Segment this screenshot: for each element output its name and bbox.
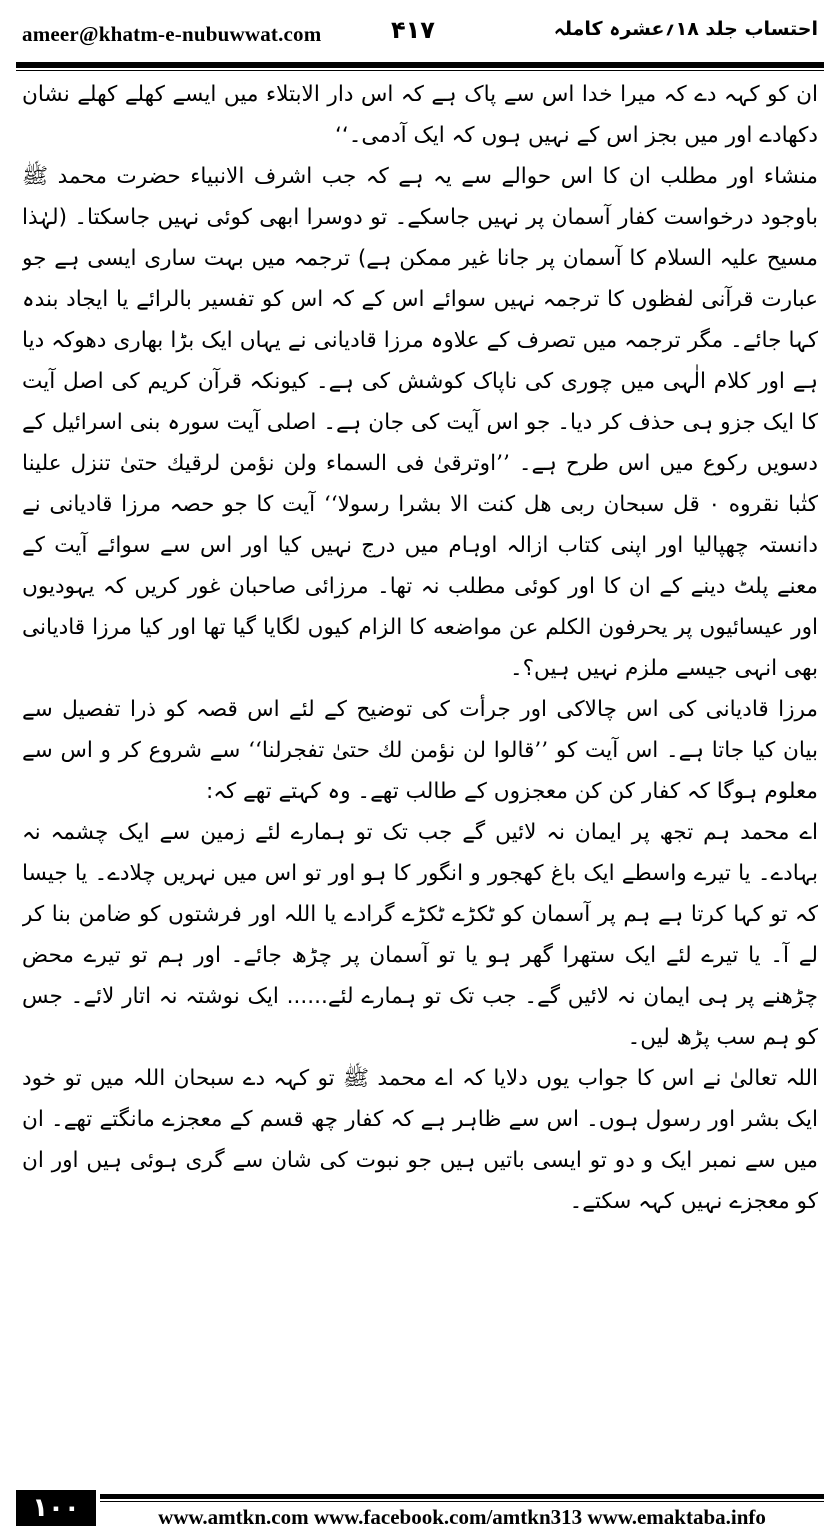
quran-verse-1: ’’اوترقیٰ فی السماء ولن نؤمن لرقیك حتیٰ تنزل علینا کتٰبا نقروه ۰ قل سبحان ربی هل کنت الا بشرا رسولا‘‘ [22, 451, 818, 517]
paragraph-2 [22, 156, 818, 689]
header-rule-thin [16, 70, 824, 71]
footer-links: www.amtkn.com www.facebook.com/amtkn313 www.emaktaba.info [158, 1505, 766, 1529]
header-book-title: احتساب جلد ۱۸؍عشرہ کاملہ [553, 18, 818, 40]
paragraph-2-text: منشاء اور مطلب ان کا اس حوالے سے یہ ہے کہ جب اشرف الانبیاء حضرت محمد ﷺ باوجود درخواست کفار آسمان پر نہیں جاسکے۔ تو دوسرا ابھی کوئی نہیں جاسکتا۔ (لہٰذا مسیح علیہ السلام کا آسمان پر جانا غیر ممکن ہے) ترجمہ میں بہت ساری ایسی ہے جو عبارت قرآنی لفظوں کا ترجمہ نہیں سوائے اس کے کہ اس کو تفسیر بالرائے یا ایجاد بندہ کہا جائے۔ مگر ترجمہ میں تصرف کے علاوہ مرزا قادیانی نے یہاں ایک بڑا بھاری دھوکہ دیا ہے اور کلام الٰہی میں چوری کی ناپاک کوشش کی ہے۔ کیونکہ قرآن کریم کی اصل آیت کا ایک جزو ہی حذف کر دیا۔ جو اس آیت کی جان ہے۔ اصلی آیت سورہ بنی اسرائیل کے دسویں رکوع میں اس طرح ہے۔ [22, 164, 818, 476]
paragraph-1: ان کو کہہ دے کہ میرا خدا اس سے پاک ہے کہ اس دار الابتلاء میں ایسے کھلے کھلے نشان دکھادے اور میں بجز اس کے نہیں ہوں کہ ایک آدمی۔‘‘ [22, 82, 818, 148]
header-email: ameer@khatm-e-nubuwwat.com [22, 22, 322, 46]
paragraph-2-text-b: آیت کا جو حصہ مرزا قادیانی نے دانستہ چھپالیا اور اپنی کتاب ازالہ اوہام میں درج نہیں کیا اور اس سے سوائے آیت کے معنے پلٹ دینے کے ان کا اور کوئی مطلب نہ تھا۔ مرزائی صاحبان غور کریں کہ یہودیوں اور عیسائیوں پر [22, 492, 818, 640]
paragraph-5: اللہ تعالیٰ نے اس کا جواب یوں دلایا کہ اے محمد ﷺ تو کہہ دے سبحان اللہ میں تو خود ایک بشر اور رسول ہوں۔ اس سے ظاہر ہے کہ کفار چھ قسم کے معجزے مانگتے تھے۔ ان میں سے نمبر ایک و دو تو ایسی باتیں ہیں جو نبوت کی شان سے گری ہوئی ہیں اور ان کو معجزے نہیں کہہ سکتے۔ [22, 1066, 818, 1214]
paragraph-3-text-a: مرزا قادیانی کی اس چالاکی اور جرأت کی توضیح کے لئے اس قصہ کو ذرا تفصیل سے بیان کیا جاتا ہے۔ اس آیت کو [22, 697, 818, 763]
footer-page-number: ۱۰۰ [16, 1490, 96, 1526]
header-rule-thick [16, 62, 824, 68]
quran-verse-2: ’’قالوا لن نؤمن لك حتیٰ تفجرلنا‘‘ [248, 738, 549, 763]
paragraph-3-text-b: سے شروع کر و اس سے معلوم ہوگا کہ کفار کن کن معجزوں کے طالب تھے۔ وہ کہتے تھے کہ: [22, 738, 818, 804]
page-body [22, 74, 818, 1464]
header-page-number: ۴۱۷ [391, 16, 435, 44]
paragraph-3 [22, 689, 818, 812]
quran-phrase: یحرفون الکلم عن مواضعه [433, 615, 668, 640]
footer-rule-thin [100, 1501, 824, 1502]
paragraph-4: اے محمد ہم تجھ پر ایمان نہ لائیں گے جب تک تو ہمارے لئے زمین سے ایک چشمہ نہ بہادے۔ یا تیرے واسطے ایک باغ کھجور و انگور کا ہو اور تو اس میں نہریں چلادے۔ یا جیسا کہ تو کہا کرتا ہے ہم پر آسمان کو ٹکڑے ٹکڑے گرادے یا اللہ اور فرشتوں کو ضامن بنا کر لے آ۔ یا تیرے لئے ایک ستھرا گھر ہو یا تو آسمان پر چڑھ جائے۔ اور ہم تو تیرے محض چڑھنے پر ہی ایمان نہ لائیں گے۔ جب تک تو ہمارے لئے...... ایک نوشتہ نہ اتار لائے۔ جس کو ہم سب پڑھ لیں۔ [22, 820, 818, 1050]
paragraph-2-text-c: کا الزام کیوں لگایا گیا تھا اور کیا مرزا قادیانی بھی انہی جیسے ملزم نہیں ہیں؟۔ [22, 615, 818, 681]
footer-rule-thick [100, 1494, 824, 1499]
page-header [16, 14, 824, 58]
